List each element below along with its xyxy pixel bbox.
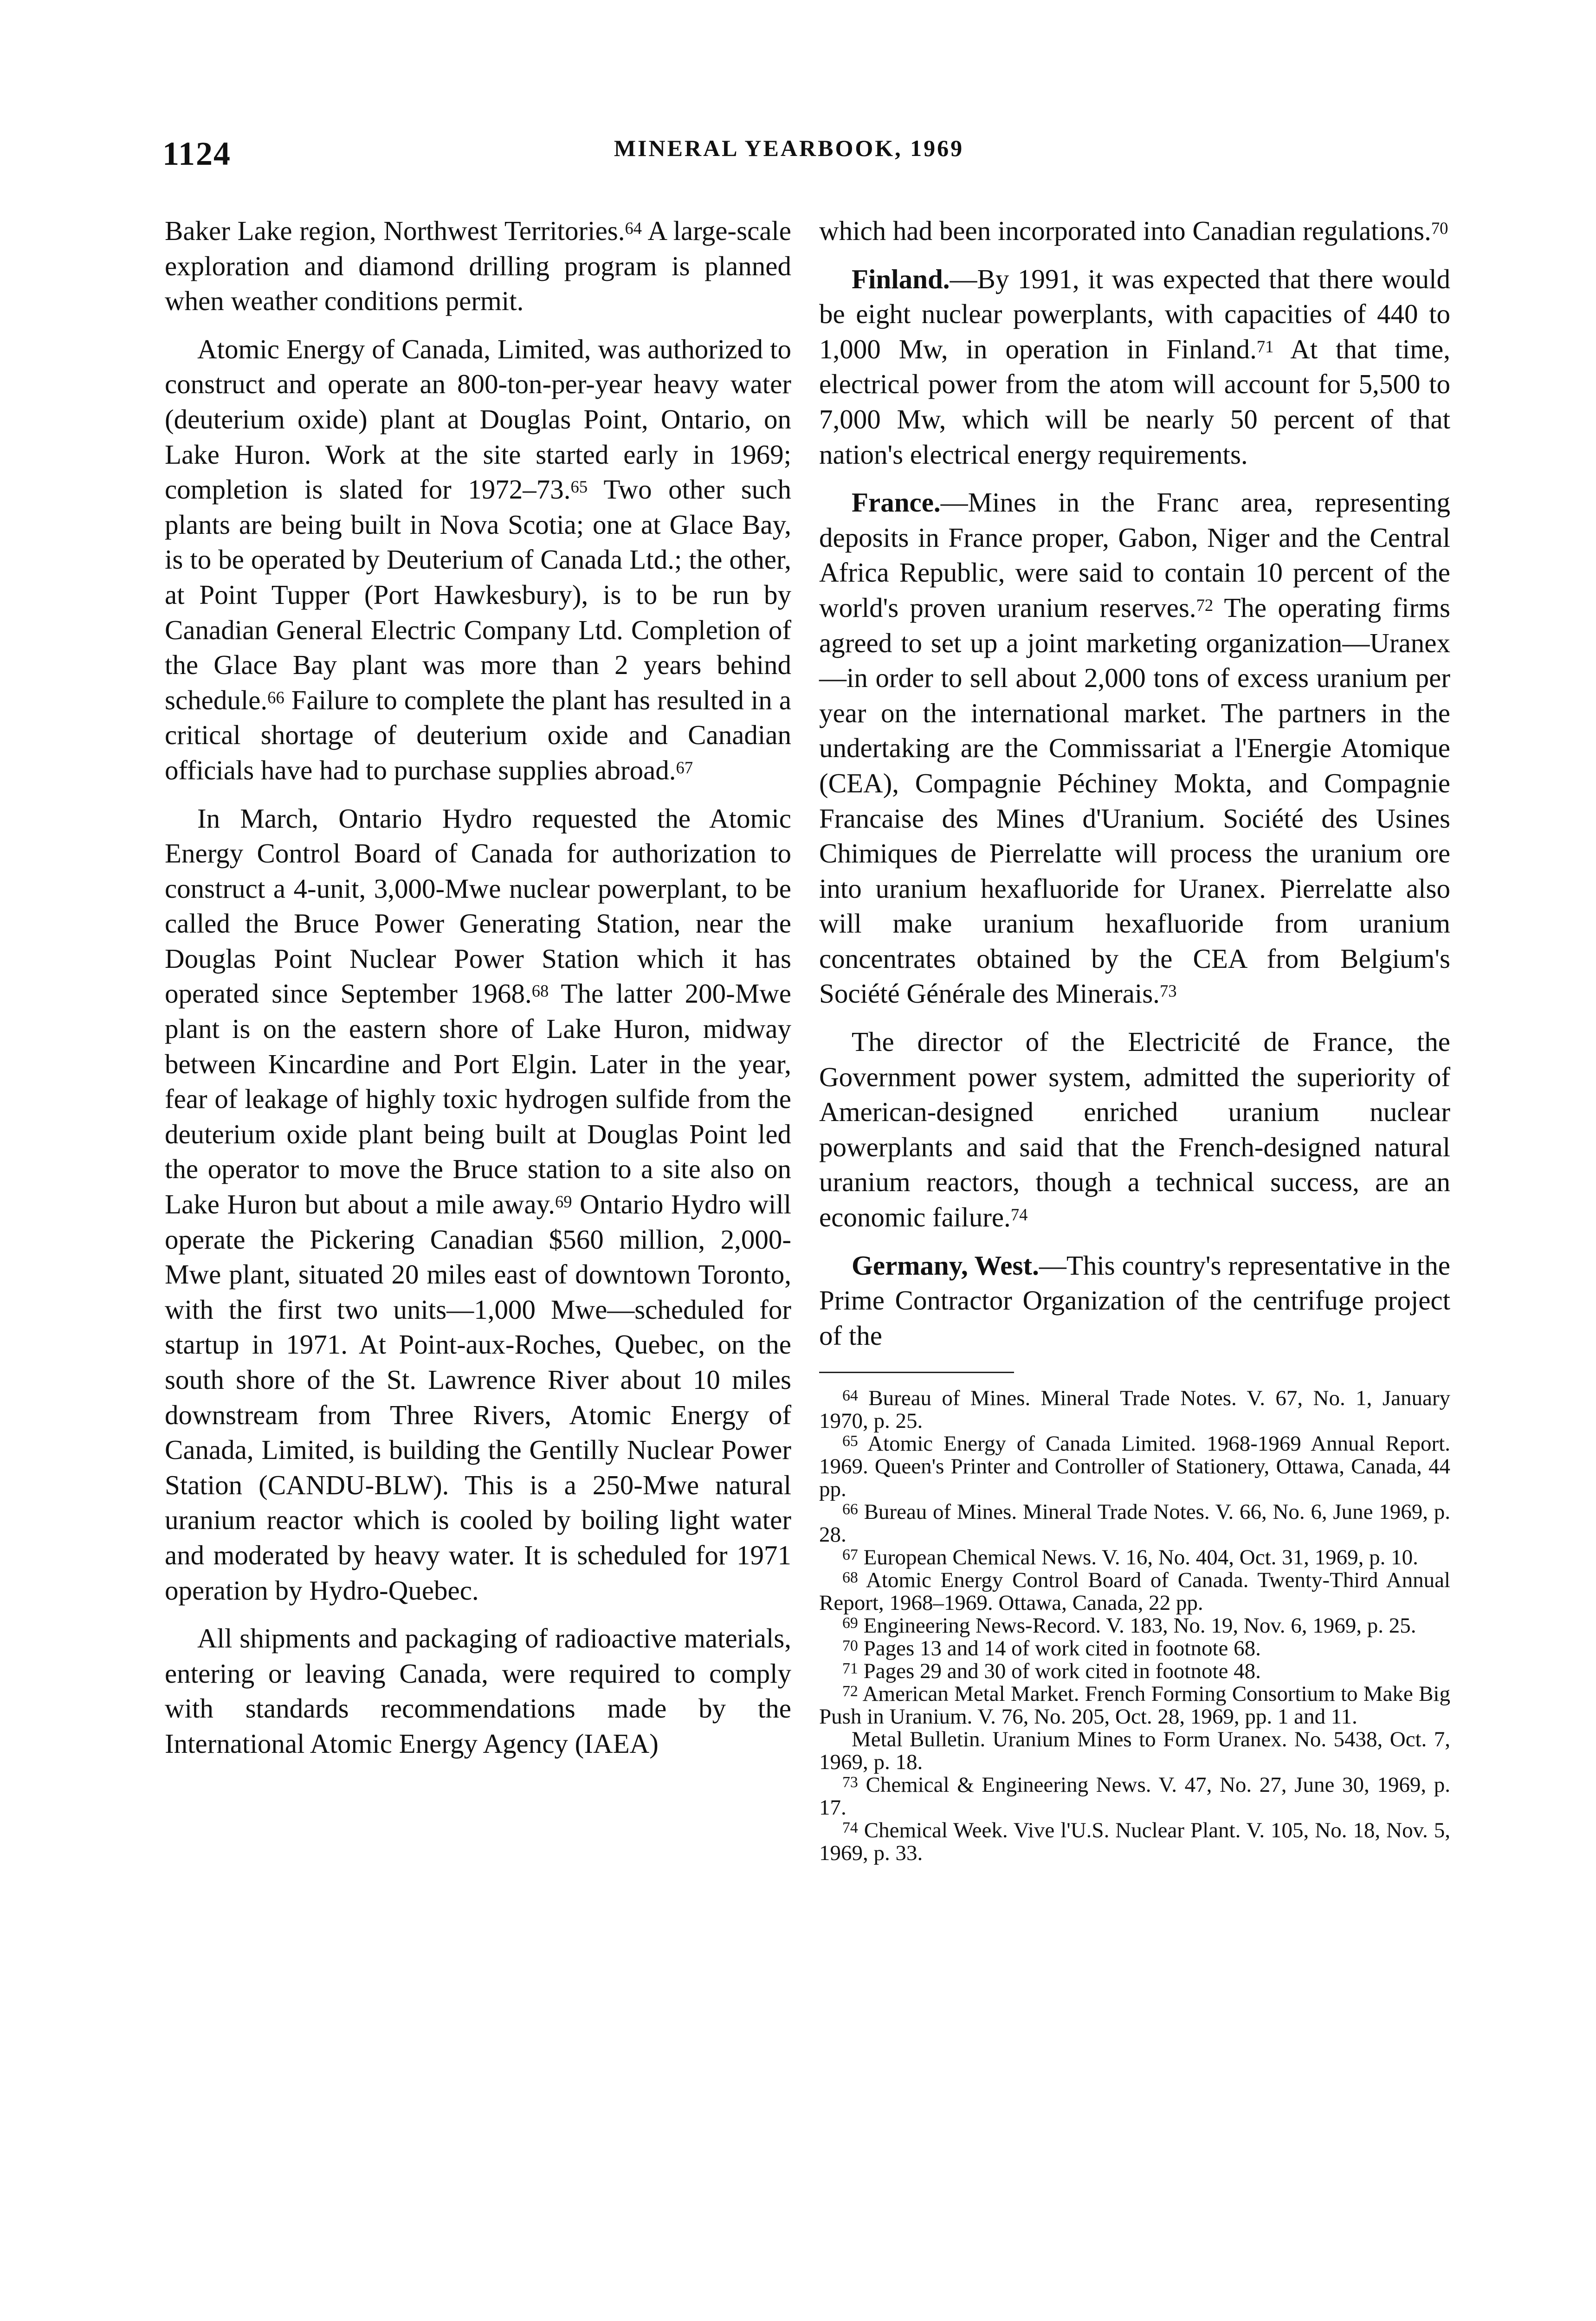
footnote-ref-68: 68 xyxy=(531,981,549,1001)
footnote: $^{70}$ Pages 13 and 14 of work cited in footnote 68. xyxy=(842,1636,1261,1661)
footnote-ref-70: 70 xyxy=(1431,219,1448,238)
footnote: $^{74}$ Chemical Week. Vive l'U.S. Nuclear Plant. V. 105, No. 18, Nov. 5, 1969, p. 33. xyxy=(819,1818,1450,1866)
paragraph-electricite: The director of the Electricité de France, the Government power system, admitted the superiority of American-designed enriched uranium nuclear powerplants and said that the French-designed natural uranium reactors, though a technical success, are an economic failure.$^{74}$ xyxy=(819,1026,1450,1233)
footnote: $^{72}$ American Metal Market. French Forming Consortium to Make Big Push in Uranium. V. 76, No. 205, Oct. 28, 1969, pp. 1 and 11. xyxy=(819,1682,1450,1729)
footnote-ref-65: 65 xyxy=(570,477,588,497)
footnote-ref-67: 67 xyxy=(676,758,693,778)
paragraph-germany: Germany, West.—This country's representative in the Prime Contractor Organization of the centrifuge project of the xyxy=(819,1250,1450,1351)
footnote-ref-66: 66 xyxy=(267,687,284,707)
footnote: Metal Bulletin. Uranium Mines to Form Uranex. No. 5438, Oct. 7, 1969, p. 18. xyxy=(819,1727,1450,1775)
paragraph-baker-lake: Baker Lake region, Northwest Territories.$^{64}$ A large-scale exploration and diamond drilling program is planned when weather conditions permit. xyxy=(165,215,791,317)
section-lead-germany: Germany, West. xyxy=(852,1250,1039,1281)
footnote-ref-74: 74 xyxy=(1010,1205,1028,1225)
footnote-ref-73: 73 xyxy=(1159,981,1177,1001)
footnote: $^{64}$ Bureau of Mines. Mineral Trade Notes. V. 67, No. 1, January 1970, p. 25. xyxy=(819,1386,1450,1433)
footnotes xyxy=(819,1387,1450,1865)
page-header xyxy=(0,0,1596,186)
running-head: MINERAL YEARBOOK, 1969 xyxy=(614,135,964,161)
right-column xyxy=(819,214,1450,1865)
section-lead-france: France. xyxy=(852,487,941,518)
page-number: 1124 xyxy=(162,135,232,172)
footnote: $^{69}$ Engineering News-Record. V. 183, No. 19, Nov. 6, 1969, p. 25. xyxy=(842,1614,1416,1638)
section-lead-finland: Finland. xyxy=(852,263,950,294)
footnote: $^{68}$ Atomic Energy Control Board of Canada. Twenty-Third Annual Report, 1968–1969. Ottawa, Canada, 22 pp. xyxy=(819,1568,1450,1615)
footnote: $^{73}$ Chemical & Engineering News. V. 47, No. 27, June 30, 1969, p. 17. xyxy=(819,1773,1450,1820)
footnote: $^{65}$ Atomic Energy of Canada Limited. 1968-1969 Annual Report. 1969. Queen's Printer and Controller of Stationery, Ottawa, Canada, 44 pp. xyxy=(819,1432,1450,1502)
footnote: $^{71}$ Pages 29 and 30 of work cited in footnote 48. xyxy=(842,1659,1261,1684)
paragraph-ontario-hydro: In March, Ontario Hydro requested the Atomic Energy Control Board of Canada for authorization to construct a 4-unit, 3,000-Mwe nuclear powerplant, to be called the Bruce Power Generating Station, near the Douglas Point Nuclear Power Station which it has operated since September 1968.68 The latter 200-Mwe plant is on the eastern shore of Lake Huron, midway between Kincardine and Port Elgin. Later in the year, fear of leakage of highly toxic hydrogen sulfide from the deuterium oxide plant being built at Douglas Point led the operator to move the Bruce station to a site also on Lake Huron but about a mile away.$^{69}$ Ontario Hydro will operate the Pickering Canadian $560 million, 2,000-Mwe plant, situated 20 miles east of downtown Toronto, with the first two units—1,000 Mwe—scheduled for startup in 1971. At Point-aux-Roches, Quebec, on the south shore of the St. Lawrence River about 10 miles downstream from Three Rivers, Atomic Energy of Canada, Limited, is building the Gentilly Nuclear Power Station (CANDU-BLW). This is a 250-Mwe natural uranium reactor which is cooled by boiling light water and moderated by heavy water. It is scheduled for 1971 operation by Hydro-Quebec. xyxy=(165,803,791,1606)
footnote-ref-69: 69 xyxy=(555,1192,572,1212)
paragraph-france: France.—Mines in the Franc area, representing deposits in France proper, Gabon, Niger and the Central Africa Republic, were said to contain 10 percent of the world's proven uranium reserves.$^{72}$ The operating firms agreed to set up a joint marketing organization—Uranex—in order to sell about 2,000 tons of excess uranium per year on the international market. The partners in the undertaking are the Commissariat a l'Energie Atomique (CEA), Compagnie Péchiney Mokta, and Compagnie Francaise des Mines d'Uranium. Société des Usines Chimiques de Pierrelatte will process the uranium ore into uranium hexafluoride for Uranex. Pierrelatte also will make uranium hexafluoride from uranium concentrates obtained by the CEA from Belgium's Société Générale des Minerais.$^{73}$ xyxy=(819,487,1450,1009)
paragraph-finland: Finland.—By 1991, it was expected that there would be eight nuclear powerplants, with capacities of 440 to 1,000 Mw, in operation in Finland.$^{71}$ At that time, electrical power from the atom will account for 5,500 to 7,000 Mw, which will be nearly 50 percent of that nation's electrical energy requirements. xyxy=(819,263,1450,470)
footnote-rule xyxy=(819,1372,1014,1373)
footnote-ref-71: 71 xyxy=(1256,337,1274,356)
footnote: $^{67}$ European Chemical News. V. 16, No. 404, Oct. 31, 1969, p. 10. xyxy=(842,1545,1418,1570)
paragraph-regulations: which had been incorporated into Canadian regulations.$^{70}$ xyxy=(819,215,1448,246)
footnote-ref-64: 64 xyxy=(625,219,642,238)
footnote-ref-72: 72 xyxy=(1196,596,1214,615)
paragraph-heavy-water: Atomic Energy of Canada, Limited, was authorized to construct and operate an 800-ton-per-year heavy water (deuterium oxide) plant at Douglas Point, Ontario, on Lake Huron. Work at the site started early in 1969; completion is slated for 1972–73.65 Two other such plants are being built in Nova Scotia; one at Glace Bay, is to be operated by Deuterium of Canada Ltd.; the other, at Point Tupper (Port Hawkesbury), is to be run by Canadian General Electric Company Ltd. Completion of the Glace Bay plant was more than 2 years behind schedule.$^{66}$ Failure to complete the plant has resulted in a critical shortage of deuterium oxide and Canadian officials have had to purchase supplies abroad.$^{67}$ xyxy=(165,333,791,785)
left-column xyxy=(165,214,791,1762)
footnote: $^{66}$ Bureau of Mines. Mineral Trade Notes. V. 66, No. 6, June 1969, p. 28. xyxy=(819,1500,1451,1547)
paragraph-shipments: All shipments and packaging of radioactive materials, entering or leaving Canada, were required to comply with standards recommendations made by the International Atomic Energy Agency (IAEA) xyxy=(165,1623,791,1759)
